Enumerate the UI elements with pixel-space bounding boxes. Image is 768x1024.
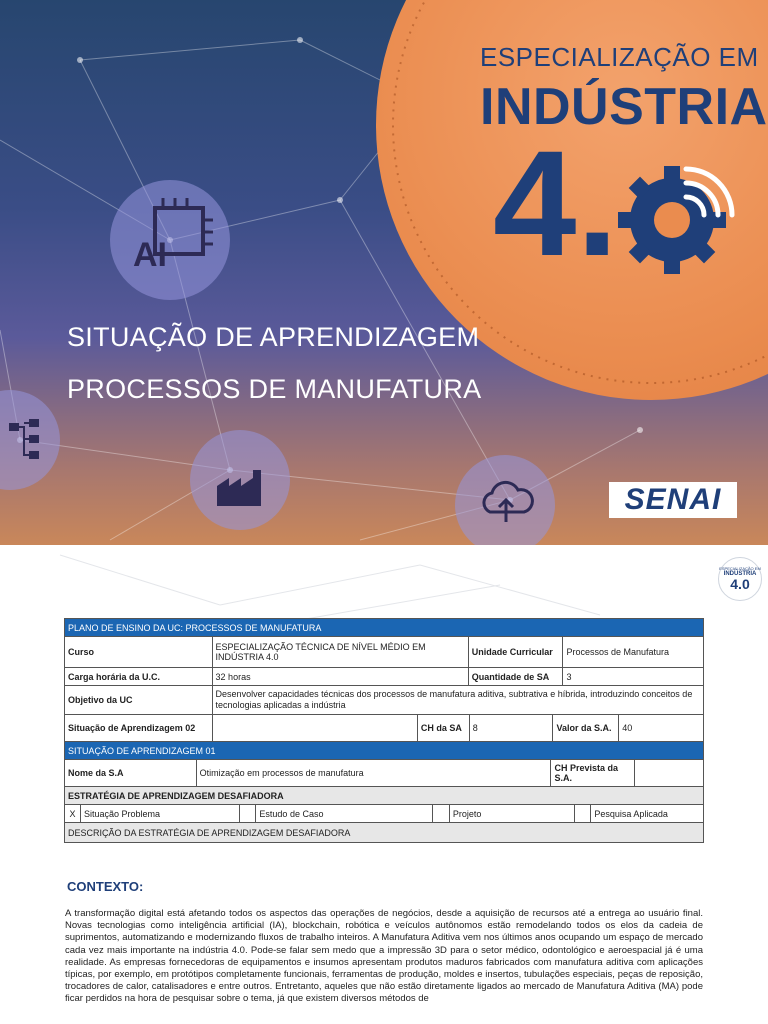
plan-header: PLANO DE ENSINO DA UC: PROCESSOS DE MANUFATURA	[65, 619, 703, 636]
projeto-checkbox[interactable]	[433, 805, 450, 822]
curso-value: ESPECIALIZAÇÃO TÉCNICA DE NÍVEL MÉDIO EM INDÚSTRIA 4.0	[213, 637, 469, 667]
nome-sa-row	[64, 760, 704, 787]
uc-value: Processos de Manufatura	[566, 647, 670, 657]
cover-title-line1: SITUAÇÃO DE APRENDIZAGEM	[67, 322, 480, 352]
estrategia-options-row	[64, 805, 704, 823]
estrategia-header-row	[64, 787, 704, 805]
plan-header-row	[64, 618, 704, 637]
program-badge-logo	[718, 557, 762, 601]
sa-header: SITUAÇÃO DE APRENDIZAGEM 01	[65, 742, 703, 759]
program-number: 4.	[493, 119, 619, 287]
curso-label: Curso	[65, 637, 213, 667]
ch-prevista-label: CH Prevista da S.A.	[551, 760, 635, 786]
teaching-plan-form	[64, 618, 704, 843]
objetivo-row	[64, 686, 704, 715]
contexto-paragraph: A transformação digital está afetando todos os aspectos das operações de negócios, desde a aquisição de recursos até a entrega ao usuário final. Novas tecnologias como inteligência artificial (IA), blockchain, robótica e veículos autônomos estão remodelando todos os elos da cadeia de suprimentos, automatizando e modernizando fluxos de trabalho inteiros. A Manufatura Aditiva vem nos últimos anos ocupando um espaço de mercado cada vez mais importante na indústria 4.0. Pode-se falar sem medo que a impressão 3D para o setor médico, odontológico e aeroespacial já é uma realidade. As empresas fornecedoras de equipamentos e insumos apresentam produtos maduros fabricados com manufatura aditiva com aplicações típicas, por exemplo, em protótipos completamente funcionais, ferramentas de produção, moldes e insertos, tubulações especiais, peças de reposição, trocadores de calor, catalisadores e entre outros. Entretanto, aqueles que não estão diretamente ligados ao mercado de Manufatura Aditiva (MA) pode ficar perdidos na hora de pesquisar sobre o tema, já que existem diversos métodos de	[65, 908, 703, 1005]
projeto-option: Projeto	[450, 805, 576, 822]
sa-value	[213, 715, 418, 741]
uc-label: Unidade Curricular	[469, 637, 564, 667]
badge-line2: INDÚSTRIA	[723, 571, 757, 577]
program-name-line2: INDÚSTRIA	[480, 78, 768, 136]
pesquisa-aplicada-option: Pesquisa Aplicada	[594, 808, 668, 819]
sa-label: Situação de Aprendizagem 02	[65, 715, 213, 741]
wifi-icon	[672, 155, 742, 225]
network-decoration	[0, 545, 768, 625]
carga-row	[64, 668, 704, 686]
badge-line3: 4.0	[730, 576, 750, 592]
ai-chip-icon	[125, 196, 215, 286]
curso-row	[64, 637, 704, 668]
sa-header-row	[64, 742, 704, 760]
ai-chip-label: AI	[133, 236, 167, 274]
cover-title-line2: PROCESSOS DE MANUFATURA	[67, 374, 482, 404]
estudo-de-caso-checkbox[interactable]	[240, 805, 256, 822]
qtd-label: Quantidade de SA	[469, 668, 564, 685]
situacao-problema-option: Situação Problema	[81, 805, 240, 822]
valor-value: 40	[622, 723, 633, 733]
contexto-heading: CONTEXTO:	[67, 879, 144, 894]
carga-label: Carga horária da U.C.	[65, 668, 213, 685]
descricao-row	[64, 823, 704, 843]
ch-prevista-value	[635, 760, 703, 786]
sa-info-row	[64, 715, 704, 742]
senai-logo	[609, 482, 737, 518]
nome-sa-label: Nome da S.A	[65, 760, 197, 786]
ch-sa-label: CH da SA	[418, 715, 470, 741]
program-name-line1: ESPECIALIZAÇÃO EM	[480, 42, 759, 72]
estrategia-header: ESTRATÉGIA DE APRENDIZAGEM DESAFIADORA	[65, 787, 703, 804]
nome-sa-value: Otimização em processos de manufatura	[197, 760, 552, 786]
ch-sa-value: 8	[470, 715, 554, 741]
pesquisa-aplicada-checkbox[interactable]	[575, 805, 591, 822]
factory-icon	[215, 468, 267, 508]
senai-logo-text: SENAI	[624, 483, 722, 516]
badge-line1: ESPECIALIZAÇÃO EM	[719, 566, 761, 571]
cloud-upload-icon	[478, 478, 534, 524]
objetivo-value: Desenvolver capacidades técnicas dos processos de manufatura aditiva, subtrativa e híbrida, introduzindo conceitos de tecnologias aplicadas a indústria	[215, 689, 693, 710]
flowchart-icon	[5, 415, 45, 465]
qtd-value: 3	[566, 671, 572, 682]
carga-value: 32 horas	[213, 668, 469, 685]
objetivo-label: Objetivo da UC	[65, 686, 213, 714]
descricao-header: DESCRIÇÃO DA ESTRATÉGIA DE APRENDIZAGEM DESAFIADORA	[65, 823, 703, 842]
estudo-de-caso-option: Estudo de Caso	[256, 805, 432, 822]
valor-label: Valor da S.A.	[553, 715, 619, 741]
situacao-problema-checkbox[interactable]: X	[65, 805, 81, 822]
